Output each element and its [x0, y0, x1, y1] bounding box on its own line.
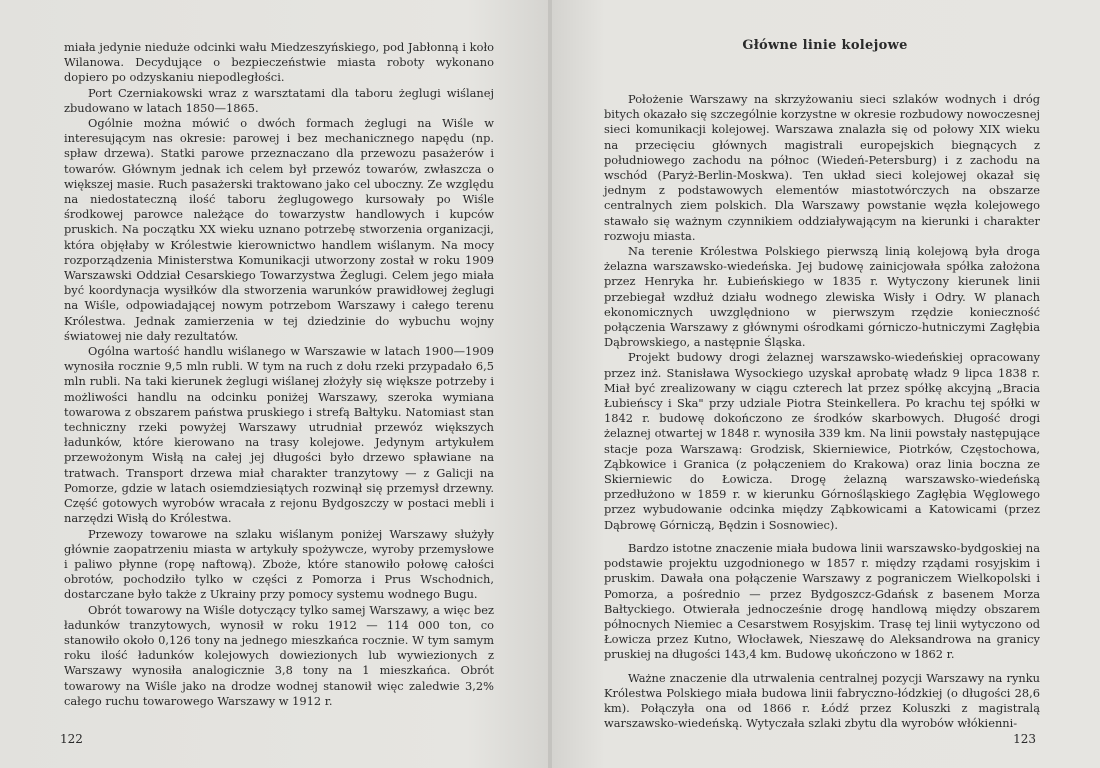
paragraph: Ważne znaczenie dla utrwalenia centralnej pozycji Warszawy na rynku Królestwa Polskiego miała budowa linii fabryczno-łódzkiej (o długości 28,6 km). Połączyła ona od 1866 r. Łódź przez Koluszki z magistralą warszawsko-wiedeńską. Wytyczała szlaki zbytu dla wyrobów włókienni-: [604, 670, 1040, 731]
paragraph: Położenie Warszawy na skrzyżowaniu sieci szlaków wodnych i dróg bitych okazało się szczególnie korzystne w okresie rozbudowy nowoczesnej sieci komunikacji kolejowej. Warszawa znalazła się od połowy XIX wieku na przecięciu głównych magistrali europejskich biegnących z południowego zachodu na północ (Wiedeń-Petersburg) i z zachodu na wschód (Paryż-Berlin-Moskwa). Ten układ sieci kolejowej okazał się jednym z podstawowych elementów miastotwórczych na obszarze centralnych ziem polskich. Dla Warszawy powstanie węzła kolejowego stawało się ważnym czynnikiem oddziaływającym na kierunki i charakter rozwoju miasta.: [604, 92, 1040, 243]
paragraph: Przewozy towarowe na szlaku wiślanym poniżej Warszawy służyły głównie zaopatrzeniu miasta w artykuły spożywcze, wyroby przemysłowe i paliwo płynne (ropę naftową). Zboże, które stanowiło połowę całości obrotów, pochodziło tylko w części z Pomorza i Prus Wschodnich, dostarczane było także z Ukrainy przy pomocy systemu wodnego Bugu.: [64, 526, 494, 602]
book-gutter: [548, 0, 552, 768]
paragraph: Na terenie Królestwa Polskiego pierwszą linią kolejową była droga żelazna warszawsko-wiedeńska. Jej budowę zainicjowała spółka założona przez Henryka hr. Łubieńskiego w 1835 r. Wytyczony kierunek linii przebiegał wzdłuż działu wodnego zlewiska Wisły i Odry. W planach ekonomicznych uwzględniono w pierwszym rzędzie konieczność połączenia Warszawy z głównymi ośrodkami górniczo-hutniczymi Zagłębia Dąbrowskiego, a następnie Śląska.: [604, 244, 1040, 350]
left-page-text: [64, 40, 494, 709]
right-page: [550, 0, 1100, 768]
paragraph: Port Czerniakowski wraz z warsztatami dla taboru żeglugi wiślanej zbudowano w latach 1850—1865.: [64, 85, 494, 115]
paragraph: Ogólnie można mówić o dwóch formach żeglugi na Wiśle w interesującym nas okresie: parowej i bez mechanicznego napędu (np. spław drzewa). Statki parowe przeznaczano dla przewozu pasażerów i towarów. Głównym jednak ich celem był przewóz towarów, zwłaszcza o większej masie. Ruch pasażerski traktowano jako cel uboczny. Ze względu na niedostateczną ilość taboru żeglugowego kursowały po Wiśle środkowej parowce należące do towarzystw handlowych i kupców pruskich. Na początku XX wieku uznano potrzebę stworzenia organizacji, która objęłaby w Królestwie kierownictwo handlem wiślanym. Na mocy rozporządzenia Ministerstwa Komunikacji utworzony został w roku 1909 Warszawski Oddział Cesarskiego Towarzystwa Żeglugi. Celem jego miała być koordynacja wysiłków dla stworzenia warunków prawidłowej żeglugi na Wiśle, odpowiadającej nowym potrzebom Warszawy i całego terenu Królestwa. Jednak zamierzenia w tej dziedzinie do wybuchu wojny światowej nie dały rezultatów.: [64, 116, 494, 343]
paragraph: miała jedynie nieduże odcinki wału Miedzeszyńskiego, pod Jabłonną i koło Wilanowa. Decydujące o bezpieczeństwie miasta roboty wykonano dopiero po odzyskaniu niepodległości.: [64, 40, 494, 85]
paragraph: Ogólna wartość handlu wiślanego w Warszawie w latach 1900—1909 wynosiła rocznie 9,5 mln rubli. W tym na ruch z dołu rzeki przypadało 6,5 mln rubli. Na taki kierunek żeglugi wiślanej złożyły się większe potrzeby i możliwości handlu na odcinku poniżej Warszawy, szeroka wymiana towarowa z obszarem państwa pruskiego i strefą Bałtyku. Natomiast stan techniczny rzeki powyżej Warszawy utrudniał przewóz większych ładunków, które kierowano na trasy kolejowe. Jedynym artykułem przewożonym Wisłą na całej jej długości było drzewo spławiane na tratwach. Transport drzewa miał charakter tranzytowy — z Galicji na Pomorze, gdzie w latach osiemdziesiątych rozwinął się przemysł drzewny. Część gotowych wyrobów wracała z rejonu Bydgoszczy w postaci mebli i narzędzi Wisłą do Królestwa.: [64, 344, 494, 526]
page-number: 123: [1013, 732, 1036, 746]
paragraph-gap: [604, 533, 1040, 541]
section-heading: Główne linie kolejowe: [742, 38, 908, 53]
right-page-text: [604, 92, 1040, 731]
page-number: 122: [60, 732, 83, 746]
paragraph: Bardzo istotne znaczenie miała budowa linii warszawsko-bydgoskiej na podstawie projektu uzgodnionego w 1857 r. między rządami rosyjskim i pruskim. Dawała ona połączenie Warszawy z pograniczem Wielkopolski i Pomorza, a pośrednio — przez Bydgoszcz-Gdańsk z basenem Morza Bałtyckiego. Otwierała jednocześnie drogę handlową między obszarem północnych Niemiec a Cesarstwem Rosyjskim. Trasę tej linii wytyczono od Łowicza przez Kutno, Włocławek, Nieszawę do Aleksandrowa na granicy pruskiej na długości 143,4 km. Budowę ukończono w 1862 r.: [604, 540, 1040, 662]
paragraph-gap: [604, 663, 1040, 671]
paragraph: Obrót towarowy na Wiśle dotyczący tylko samej Warszawy, a więc bez ładunków tranzytowych, wynosił w roku 1912 — 114 000 ton, co stanowiło około 0,126 tony na jednego mieszkańca rocznie. W tym samym roku ilość ładunków kolejowych dowiezionych lub wywiezionych z Warszawy wynosiła analogicznie 3,8 tony na 1 mieszkańca. Obrót towarowy na Wiśle jako na drodze wodnej stanowił więc zaledwie 3,2% całego ruchu towarowego Warszawy w 1912 r.: [64, 602, 494, 708]
paragraph: Projekt budowy drogi żelaznej warszawsko-wiedeńskiej opracowany przez inż. Stanisława Wysockiego uzyskał aprobatę władz 9 lipca 1838 r. Miał być zrealizowany w ciągu czterech lat przez spółkę akcyjną „Bracia Łubieńscy i Ska" przy udziale Piotra Steinkellera. Po krachu tej spółki w 1842 r. budowę dokończono ze środków skarbowych. Długość drogi żelaznej otwartej w 1848 r. wynosiła 339 km. Na linii powstały następujące stacje poza Warszawą: Grodzisk, Skierniewice, Piotrków, Częstochowa, Ząbkowice i Granica (z połączeniem do Krakowa) oraz linia boczna ze Skierniewic do Łowicza. Drogę żelazną warszawsko-wiedeńską przedłużono w 1859 r. w kierunku Górnośląskiego Zagłębia Węglowego przez wybudowanie odcinka między Ząbkowicami a Katowicami (przez Dąbrowę Górniczą, Będzin i Sosnowiec).: [604, 350, 1040, 532]
